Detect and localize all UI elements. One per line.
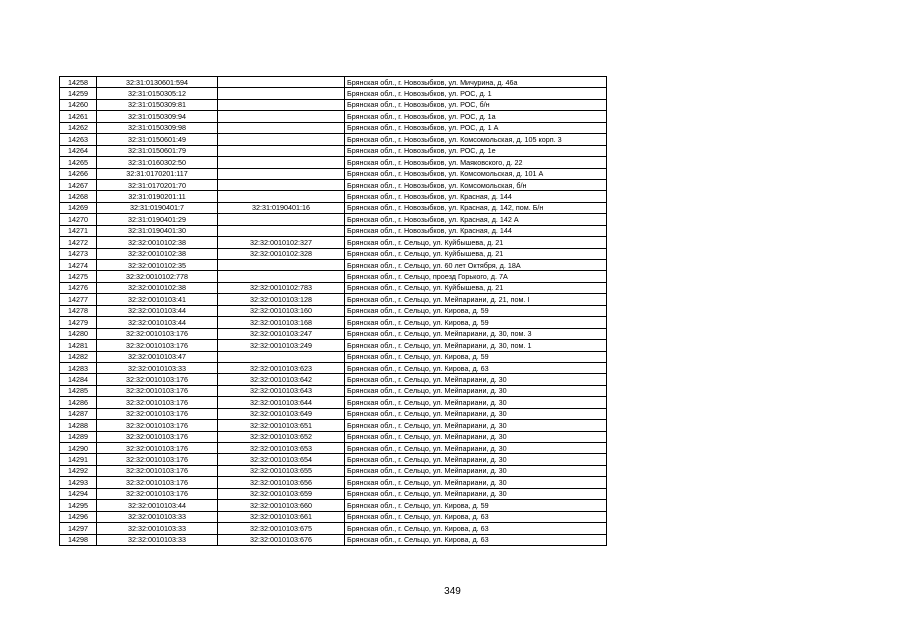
table-row bbox=[60, 534, 607, 545]
object-cadastral-number-cell bbox=[218, 99, 345, 110]
cadastral-number-cell: 32:32:0010103:33 bbox=[97, 362, 218, 373]
object-cadastral-number-cell: 32:32:0010103:659 bbox=[218, 488, 345, 499]
object-cadastral-number-cell: 32:32:0010103:661 bbox=[218, 511, 345, 522]
object-cadastral-number-cell bbox=[218, 225, 345, 236]
record-number-cell: 14279 bbox=[60, 317, 97, 328]
cadastral-number-cell: 32:32:0010102:778 bbox=[97, 271, 218, 282]
table-row bbox=[60, 465, 607, 476]
cadastral-number-cell: 32:31:0150601:79 bbox=[97, 145, 218, 156]
object-cadastral-number-cell bbox=[218, 134, 345, 145]
registry-table bbox=[59, 76, 607, 546]
cadastral-number-cell: 32:31:0170201:70 bbox=[97, 179, 218, 190]
table-row bbox=[60, 168, 607, 179]
table-row bbox=[60, 111, 607, 122]
object-cadastral-number-cell bbox=[218, 351, 345, 362]
object-cadastral-number-cell: 32:32:0010103:660 bbox=[218, 500, 345, 511]
address-cell: Брянская обл., г. Сельцо, проезд Горького, д. 7А bbox=[345, 271, 607, 282]
record-number-cell: 14275 bbox=[60, 271, 97, 282]
record-number-cell: 14262 bbox=[60, 122, 97, 133]
table-row bbox=[60, 431, 607, 442]
object-cadastral-number-cell: 32:32:0010103:654 bbox=[218, 454, 345, 465]
object-cadastral-number-cell bbox=[218, 271, 345, 282]
cadastral-number-cell: 32:32:0010103:176 bbox=[97, 465, 218, 476]
address-cell: Брянская обл., г. Новозыбков, ул. Красная, д. 142, пом. Б/н bbox=[345, 202, 607, 213]
address-cell: Брянская обл., г. Новозыбков, ул. РОС, б/н bbox=[345, 99, 607, 110]
cadastral-number-cell: 32:31:0190201:11 bbox=[97, 191, 218, 202]
record-number-cell: 14277 bbox=[60, 294, 97, 305]
table-row bbox=[60, 271, 607, 282]
cadastral-number-cell: 32:31:0150309:81 bbox=[97, 99, 218, 110]
record-number-cell: 14293 bbox=[60, 477, 97, 488]
record-number-cell: 14298 bbox=[60, 534, 97, 545]
cadastral-number-cell: 32:31:0160302:50 bbox=[97, 157, 218, 168]
object-cadastral-number-cell: 32:32:0010103:249 bbox=[218, 340, 345, 351]
object-cadastral-number-cell: 32:32:0010103:642 bbox=[218, 374, 345, 385]
address-cell: Брянская обл., г. Сельцо, ул. Мейпариани, д. 30 bbox=[345, 477, 607, 488]
record-number-cell: 14290 bbox=[60, 443, 97, 454]
address-cell: Брянская обл., г. Сельцо, ул. Кирова, д. 63 bbox=[345, 362, 607, 373]
cadastral-number-cell: 32:32:0010103:41 bbox=[97, 294, 218, 305]
table-row bbox=[60, 179, 607, 190]
record-number-cell: 14285 bbox=[60, 385, 97, 396]
record-number-cell: 14289 bbox=[60, 431, 97, 442]
table-row bbox=[60, 351, 607, 362]
table-row bbox=[60, 99, 607, 110]
record-number-cell: 14273 bbox=[60, 248, 97, 259]
address-cell: Брянская обл., г. Сельцо, ул. Мейпариани, д. 30, пом. 1 bbox=[345, 340, 607, 351]
address-cell: Брянская обл., г. Сельцо, ул. Мейпариани, д. 21, пом. I bbox=[345, 294, 607, 305]
cadastral-number-cell: 32:31:0170201:117 bbox=[97, 168, 218, 179]
object-cadastral-number-cell: 32:32:0010103:644 bbox=[218, 397, 345, 408]
record-number-cell: 14283 bbox=[60, 362, 97, 373]
cadastral-number-cell: 32:31:0190401:29 bbox=[97, 214, 218, 225]
object-cadastral-number-cell: 32:32:0010102:327 bbox=[218, 237, 345, 248]
address-cell: Брянская обл., г. Сельцо, ул. Мейпариани, д. 30 bbox=[345, 488, 607, 499]
cadastral-number-cell: 32:32:0010102:38 bbox=[97, 282, 218, 293]
record-number-cell: 14265 bbox=[60, 157, 97, 168]
object-cadastral-number-cell bbox=[218, 260, 345, 271]
object-cadastral-number-cell: 32:32:0010103:643 bbox=[218, 385, 345, 396]
address-cell: Брянская обл., г. Новозыбков, ул. Комсомольская, д. 105 корп. 3 bbox=[345, 134, 607, 145]
object-cadastral-number-cell bbox=[218, 191, 345, 202]
record-number-cell: 14272 bbox=[60, 237, 97, 248]
cadastral-number-cell: 32:32:0010102:38 bbox=[97, 237, 218, 248]
address-cell: Брянская обл., г. Сельцо, ул. Мейпариани, д. 30 bbox=[345, 465, 607, 476]
address-cell: Брянская обл., г. Новозыбков, ул. Мичурина, д. 46а bbox=[345, 77, 607, 88]
object-cadastral-number-cell: 32:31:0190401:16 bbox=[218, 202, 345, 213]
table-row bbox=[60, 477, 607, 488]
cadastral-number-cell: 32:31:0150305:12 bbox=[97, 88, 218, 99]
record-number-cell: 14258 bbox=[60, 77, 97, 88]
object-cadastral-number-cell bbox=[218, 77, 345, 88]
object-cadastral-number-cell: 32:32:0010103:168 bbox=[218, 317, 345, 328]
address-cell: Брянская обл., г. Новозыбков, ул. Красная, д. 144 bbox=[345, 225, 607, 236]
address-cell: Брянская обл., г. Сельцо, ул. Мейпариани, д. 30 bbox=[345, 397, 607, 408]
table-row bbox=[60, 134, 607, 145]
object-cadastral-number-cell bbox=[218, 111, 345, 122]
address-cell: Брянская обл., г. Новозыбков, ул. РОС, д. 1е bbox=[345, 145, 607, 156]
cadastral-number-cell: 32:32:0010103:176 bbox=[97, 328, 218, 339]
object-cadastral-number-cell: 32:32:0010103:655 bbox=[218, 465, 345, 476]
cadastral-number-cell: 32:32:0010103:176 bbox=[97, 488, 218, 499]
cadastral-number-cell: 32:32:0010103:176 bbox=[97, 408, 218, 419]
cadastral-number-cell: 32:31:0150309:94 bbox=[97, 111, 218, 122]
address-cell: Брянская обл., г. Сельцо, ул. Кирова, д. 63 bbox=[345, 511, 607, 522]
cadastral-number-cell: 32:31:0150309:98 bbox=[97, 122, 218, 133]
cadastral-number-cell: 32:32:0010103:176 bbox=[97, 374, 218, 385]
table-row bbox=[60, 248, 607, 259]
record-number-cell: 14296 bbox=[60, 511, 97, 522]
cadastral-number-cell: 32:32:0010103:176 bbox=[97, 385, 218, 396]
object-cadastral-number-cell: 32:32:0010103:653 bbox=[218, 443, 345, 454]
table-row bbox=[60, 340, 607, 351]
cadastral-number-cell: 32:32:0010103:176 bbox=[97, 477, 218, 488]
page-number: 349 bbox=[444, 586, 461, 597]
address-cell: Брянская обл., г. Сельцо, ул. Мейпариани, д. 30 bbox=[345, 454, 607, 465]
object-cadastral-number-cell bbox=[218, 157, 345, 168]
address-cell: Брянская обл., г. Новозыбков, ул. РОС, д. 1а bbox=[345, 111, 607, 122]
address-cell: Брянская обл., г. Сельцо, ул. Кирова, д. 59 bbox=[345, 500, 607, 511]
address-cell: Брянская обл., г. Новозыбков, ул. РОС, д. 1 А bbox=[345, 122, 607, 133]
cadastral-number-cell: 32:32:0010103:176 bbox=[97, 397, 218, 408]
table-row bbox=[60, 317, 607, 328]
record-number-cell: 14284 bbox=[60, 374, 97, 385]
registry-table-body bbox=[60, 77, 607, 546]
address-cell: Брянская обл., г. Сельцо, ул. Мейпариани, д. 30 bbox=[345, 431, 607, 442]
object-cadastral-number-cell bbox=[218, 88, 345, 99]
cadastral-number-cell: 32:32:0010102:38 bbox=[97, 248, 218, 259]
object-cadastral-number-cell: 32:32:0010103:623 bbox=[218, 362, 345, 373]
address-cell: Брянская обл., г. Новозыбков, ул. Красная, д. 142 А bbox=[345, 214, 607, 225]
address-cell: Брянская обл., г. Сельцо, ул. Кирова, д. 63 bbox=[345, 523, 607, 534]
table-row bbox=[60, 454, 607, 465]
table-row bbox=[60, 88, 607, 99]
record-number-cell: 14297 bbox=[60, 523, 97, 534]
address-cell: Брянская обл., г. Сельцо, ул. Куйбышева, д. 21 bbox=[345, 248, 607, 259]
record-number-cell: 14264 bbox=[60, 145, 97, 156]
object-cadastral-number-cell bbox=[218, 122, 345, 133]
record-number-cell: 14291 bbox=[60, 454, 97, 465]
table-row bbox=[60, 122, 607, 133]
record-number-cell: 14261 bbox=[60, 111, 97, 122]
address-cell: Брянская обл., г. Новозыбков, ул. Комсомольская, д. 101 А bbox=[345, 168, 607, 179]
cadastral-number-cell: 32:31:0190401:30 bbox=[97, 225, 218, 236]
table-row bbox=[60, 191, 607, 202]
address-cell: Брянская обл., г. Сельцо, ул. Куйбышева, д. 21 bbox=[345, 237, 607, 248]
object-cadastral-number-cell: 32:32:0010103:649 bbox=[218, 408, 345, 419]
record-number-cell: 14282 bbox=[60, 351, 97, 362]
cadastral-number-cell: 32:32:0010103:44 bbox=[97, 317, 218, 328]
table-row bbox=[60, 157, 607, 168]
record-number-cell: 14260 bbox=[60, 99, 97, 110]
address-cell: Брянская обл., г. Сельцо, ул. Кирова, д. 59 bbox=[345, 305, 607, 316]
address-cell: Брянская обл., г. Новозыбков, ул. Красная, д. 144 bbox=[345, 191, 607, 202]
cadastral-number-cell: 32:31:0130601:594 bbox=[97, 77, 218, 88]
address-cell: Брянская обл., г. Сельцо, ул. 60 лет Октября, д. 18А bbox=[345, 260, 607, 271]
address-cell: Брянская обл., г. Новозыбков, ул. Маяковского, д. 22 bbox=[345, 157, 607, 168]
record-number-cell: 14276 bbox=[60, 282, 97, 293]
record-number-cell: 14294 bbox=[60, 488, 97, 499]
record-number-cell: 14267 bbox=[60, 179, 97, 190]
table-row bbox=[60, 408, 607, 419]
table-row bbox=[60, 523, 607, 534]
object-cadastral-number-cell: 32:32:0010103:652 bbox=[218, 431, 345, 442]
cadastral-number-cell: 32:32:0010103:33 bbox=[97, 511, 218, 522]
table-row bbox=[60, 362, 607, 373]
address-cell: Брянская обл., г. Сельцо, ул. Кирова, д. 59 bbox=[345, 351, 607, 362]
table-row bbox=[60, 145, 607, 156]
record-number-cell: 14274 bbox=[60, 260, 97, 271]
table-row bbox=[60, 282, 607, 293]
table-row bbox=[60, 397, 607, 408]
table-row bbox=[60, 374, 607, 385]
object-cadastral-number-cell: 32:32:0010102:783 bbox=[218, 282, 345, 293]
cadastral-number-cell: 32:32:0010102:35 bbox=[97, 260, 218, 271]
record-number-cell: 14266 bbox=[60, 168, 97, 179]
table-row bbox=[60, 511, 607, 522]
address-cell: Брянская обл., г. Сельцо, ул. Мейпариани, д. 30, пом. 3 bbox=[345, 328, 607, 339]
record-number-cell: 14295 bbox=[60, 500, 97, 511]
address-cell: Брянская обл., г. Новозыбков, ул. Комсомольская, б/н bbox=[345, 179, 607, 190]
table-row bbox=[60, 305, 607, 316]
record-number-cell: 14287 bbox=[60, 408, 97, 419]
cadastral-number-cell: 32:32:0010103:176 bbox=[97, 340, 218, 351]
object-cadastral-number-cell bbox=[218, 145, 345, 156]
address-cell: Брянская обл., г. Сельцо, ул. Кирова, д. 63 bbox=[345, 534, 607, 545]
object-cadastral-number-cell bbox=[218, 179, 345, 190]
table-row bbox=[60, 443, 607, 454]
record-number-cell: 14292 bbox=[60, 465, 97, 476]
table-row bbox=[60, 500, 607, 511]
record-number-cell: 14271 bbox=[60, 225, 97, 236]
cadastral-number-cell: 32:31:0190401:7 bbox=[97, 202, 218, 213]
table-row bbox=[60, 225, 607, 236]
address-cell: Брянская обл., г. Сельцо, ул. Кирова, д. 59 bbox=[345, 317, 607, 328]
table-row bbox=[60, 294, 607, 305]
record-number-cell: 14286 bbox=[60, 397, 97, 408]
record-number-cell: 14278 bbox=[60, 305, 97, 316]
address-cell: Брянская обл., г. Сельцо, ул. Мейпариани, д. 30 bbox=[345, 385, 607, 396]
object-cadastral-number-cell: 32:32:0010103:651 bbox=[218, 420, 345, 431]
record-number-cell: 14288 bbox=[60, 420, 97, 431]
record-number-cell: 14263 bbox=[60, 134, 97, 145]
cadastral-number-cell: 32:32:0010103:176 bbox=[97, 443, 218, 454]
object-cadastral-number-cell: 32:32:0010103:656 bbox=[218, 477, 345, 488]
table-row bbox=[60, 202, 607, 213]
cadastral-number-cell: 32:32:0010103:47 bbox=[97, 351, 218, 362]
record-number-cell: 14280 bbox=[60, 328, 97, 339]
record-number-cell: 14269 bbox=[60, 202, 97, 213]
table-row bbox=[60, 214, 607, 225]
object-cadastral-number-cell: 32:32:0010103:675 bbox=[218, 523, 345, 534]
object-cadastral-number-cell bbox=[218, 214, 345, 225]
object-cadastral-number-cell: 32:32:0010103:676 bbox=[218, 534, 345, 545]
object-cadastral-number-cell: 32:32:0010103:128 bbox=[218, 294, 345, 305]
record-number-cell: 14270 bbox=[60, 214, 97, 225]
object-cadastral-number-cell: 32:32:0010103:247 bbox=[218, 328, 345, 339]
address-cell: Брянская обл., г. Сельцо, ул. Куйбышева, д. 21 bbox=[345, 282, 607, 293]
cadastral-number-cell: 32:32:0010103:33 bbox=[97, 523, 218, 534]
table-row bbox=[60, 420, 607, 431]
table-row bbox=[60, 488, 607, 499]
object-cadastral-number-cell bbox=[218, 168, 345, 179]
address-cell: Брянская обл., г. Сельцо, ул. Мейпариани, д. 30 bbox=[345, 408, 607, 419]
cadastral-number-cell: 32:32:0010103:176 bbox=[97, 431, 218, 442]
cadastral-number-cell: 32:32:0010103:33 bbox=[97, 534, 218, 545]
cadastral-number-cell: 32:31:0150601:49 bbox=[97, 134, 218, 145]
table-row bbox=[60, 260, 607, 271]
object-cadastral-number-cell: 32:32:0010102:328 bbox=[218, 248, 345, 259]
table-row bbox=[60, 328, 607, 339]
table-row bbox=[60, 237, 607, 248]
object-cadastral-number-cell: 32:32:0010103:160 bbox=[218, 305, 345, 316]
cadastral-number-cell: 32:32:0010103:44 bbox=[97, 500, 218, 511]
record-number-cell: 14281 bbox=[60, 340, 97, 351]
table-row bbox=[60, 77, 607, 88]
address-cell: Брянская обл., г. Сельцо, ул. Мейпариани, д. 30 bbox=[345, 420, 607, 431]
address-cell: Брянская обл., г. Сельцо, ул. Мейпариани, д. 30 bbox=[345, 443, 607, 454]
cadastral-number-cell: 32:32:0010103:176 bbox=[97, 420, 218, 431]
cadastral-number-cell: 32:32:0010103:44 bbox=[97, 305, 218, 316]
record-number-cell: 14259 bbox=[60, 88, 97, 99]
address-cell: Брянская обл., г. Сельцо, ул. Мейпариани, д. 30 bbox=[345, 374, 607, 385]
address-cell: Брянская обл., г. Новозыбков, ул. РОС, д. 1 bbox=[345, 88, 607, 99]
cadastral-number-cell: 32:32:0010103:176 bbox=[97, 454, 218, 465]
record-number-cell: 14268 bbox=[60, 191, 97, 202]
table-row bbox=[60, 385, 607, 396]
